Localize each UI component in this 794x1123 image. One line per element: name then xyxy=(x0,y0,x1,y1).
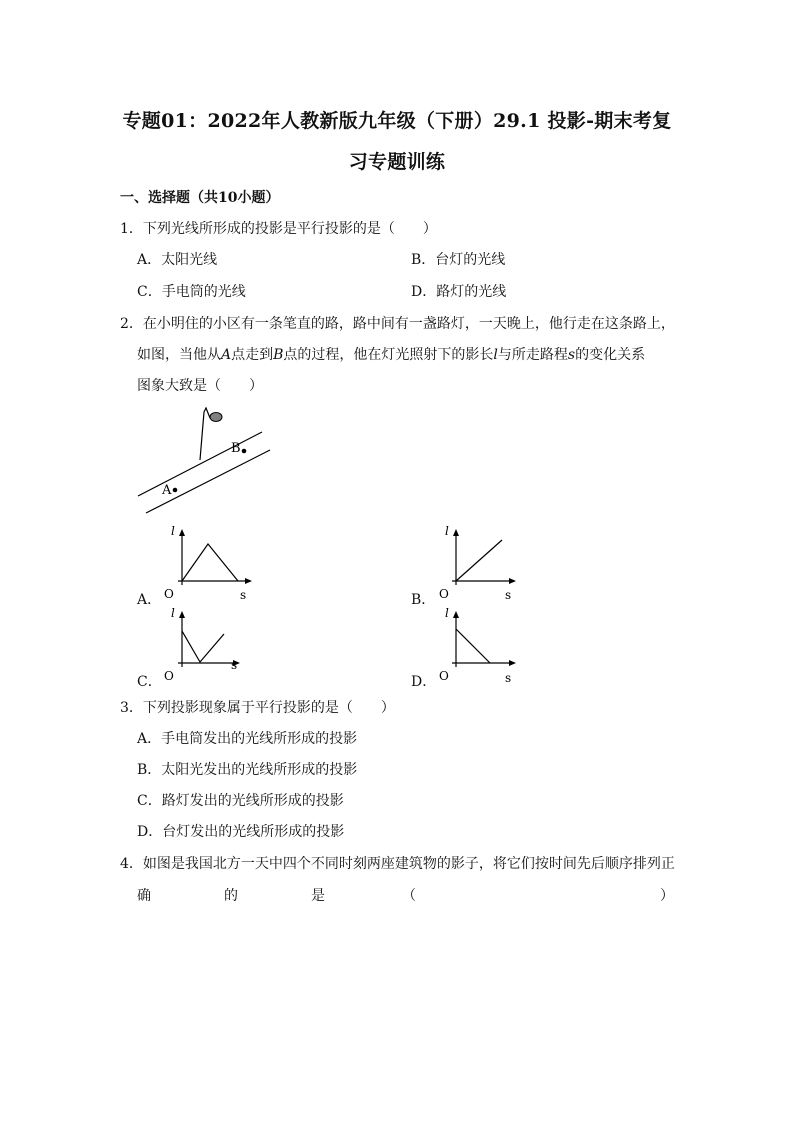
q1-option-c: C．手电筒的光线 xyxy=(137,284,246,300)
graph-d xyxy=(434,602,534,687)
lamp-icon xyxy=(210,413,222,422)
q4-word-1: 确 xyxy=(137,888,151,904)
question-2-line-3: 图象大致是（ ） xyxy=(137,378,263,394)
q3-option-a: A．手电筒发出的光线所形成的投影 xyxy=(137,731,358,747)
graph-c-x-label: s xyxy=(231,658,238,672)
graph-b-y-label: l xyxy=(445,524,449,538)
point-b-dot xyxy=(242,449,247,454)
q2-graph-option-d: D． xyxy=(411,674,437,690)
graph-a-origin: O xyxy=(164,587,174,601)
q4-paren-open: （ xyxy=(402,888,416,904)
graph-b-origin: O xyxy=(439,587,449,601)
q2-var-a: A xyxy=(221,347,232,363)
graph-a-x-label: s xyxy=(240,588,247,602)
q3-option-b: B．太阳光发出的光线所形成的投影 xyxy=(137,762,358,778)
graph-d-x-label: s xyxy=(505,671,512,685)
q2-graph-option-a: A． xyxy=(137,592,162,608)
q2-text-e: 的变化关系 xyxy=(575,347,646,363)
graph-c xyxy=(160,602,260,687)
q4-word-2: 的 xyxy=(224,888,238,904)
title-line-1: 专题01：2022年人教新版九年级（下册）29.1 投影-期末考复 xyxy=(122,110,672,132)
graph-c-y-label: l xyxy=(171,606,175,620)
q2-text-a: 如图，当他从 xyxy=(137,347,221,363)
graph-d-curve xyxy=(456,629,490,663)
q3-option-d: D．台灯发出的光线所形成的投影 xyxy=(137,824,345,840)
question-1-text: 1．下列光线所形成的投影是平行投影的是（ ） xyxy=(120,221,437,237)
graph-d-origin: O xyxy=(439,669,449,683)
q2-var-s: s xyxy=(567,347,576,363)
q2-graph-option-c: C． xyxy=(137,674,162,690)
q2-text-b: 点走到 xyxy=(231,347,274,363)
graph-a xyxy=(160,520,260,605)
title-line-2: 习专题训练 xyxy=(348,151,446,173)
graph-b xyxy=(434,520,534,605)
q3-option-c: C．路灯发出的光线所形成的投影 xyxy=(137,793,344,809)
lamp-pole xyxy=(200,408,210,460)
street-lamp-figure xyxy=(130,400,290,520)
q2-text-d: 与所走路程 xyxy=(497,347,568,363)
question-2-line-1: 2．在小明住的小区有一条笔直的路，路中间有一盏路灯，一天晚上，他行走在这条路上， xyxy=(120,316,675,332)
q1-option-a: A．太阳光线 xyxy=(137,252,218,268)
q1-option-d: D．路灯的光线 xyxy=(411,284,507,300)
q4-word-3: 是 xyxy=(311,888,325,904)
question-4-line-1: 4．如图是我国北方一天中四个不同时刻两座建筑物的影子，将它们按时间先后顺序排列正 xyxy=(120,856,675,872)
graph-b-x-label: s xyxy=(505,588,512,602)
q1-option-b: B．台灯的光线 xyxy=(411,252,506,268)
q2-var-l: l xyxy=(493,347,498,363)
q4-paren-close: ） xyxy=(660,888,674,904)
point-b-label: B xyxy=(231,441,241,456)
graph-c-origin: O xyxy=(164,669,174,683)
question-2-line-2 xyxy=(137,344,645,364)
graph-b-curve xyxy=(456,540,502,581)
graph-c-curve xyxy=(182,631,224,662)
point-a-dot xyxy=(173,488,178,493)
q2-graph-option-b: B． xyxy=(411,592,436,608)
section-heading: 一、选择题（共10小题） xyxy=(120,190,280,206)
question-3-text: 3．下列投影现象属于平行投影的是（ ） xyxy=(120,700,395,716)
q2-text-c: 点的过程，他在灯光照射下的影长 xyxy=(283,347,494,363)
point-a-label: A xyxy=(162,483,172,498)
graph-d-y-label: l xyxy=(445,606,449,620)
graph-a-curve xyxy=(182,544,238,581)
graph-a-y-label: l xyxy=(171,524,175,538)
q2-var-b: B xyxy=(273,347,284,363)
